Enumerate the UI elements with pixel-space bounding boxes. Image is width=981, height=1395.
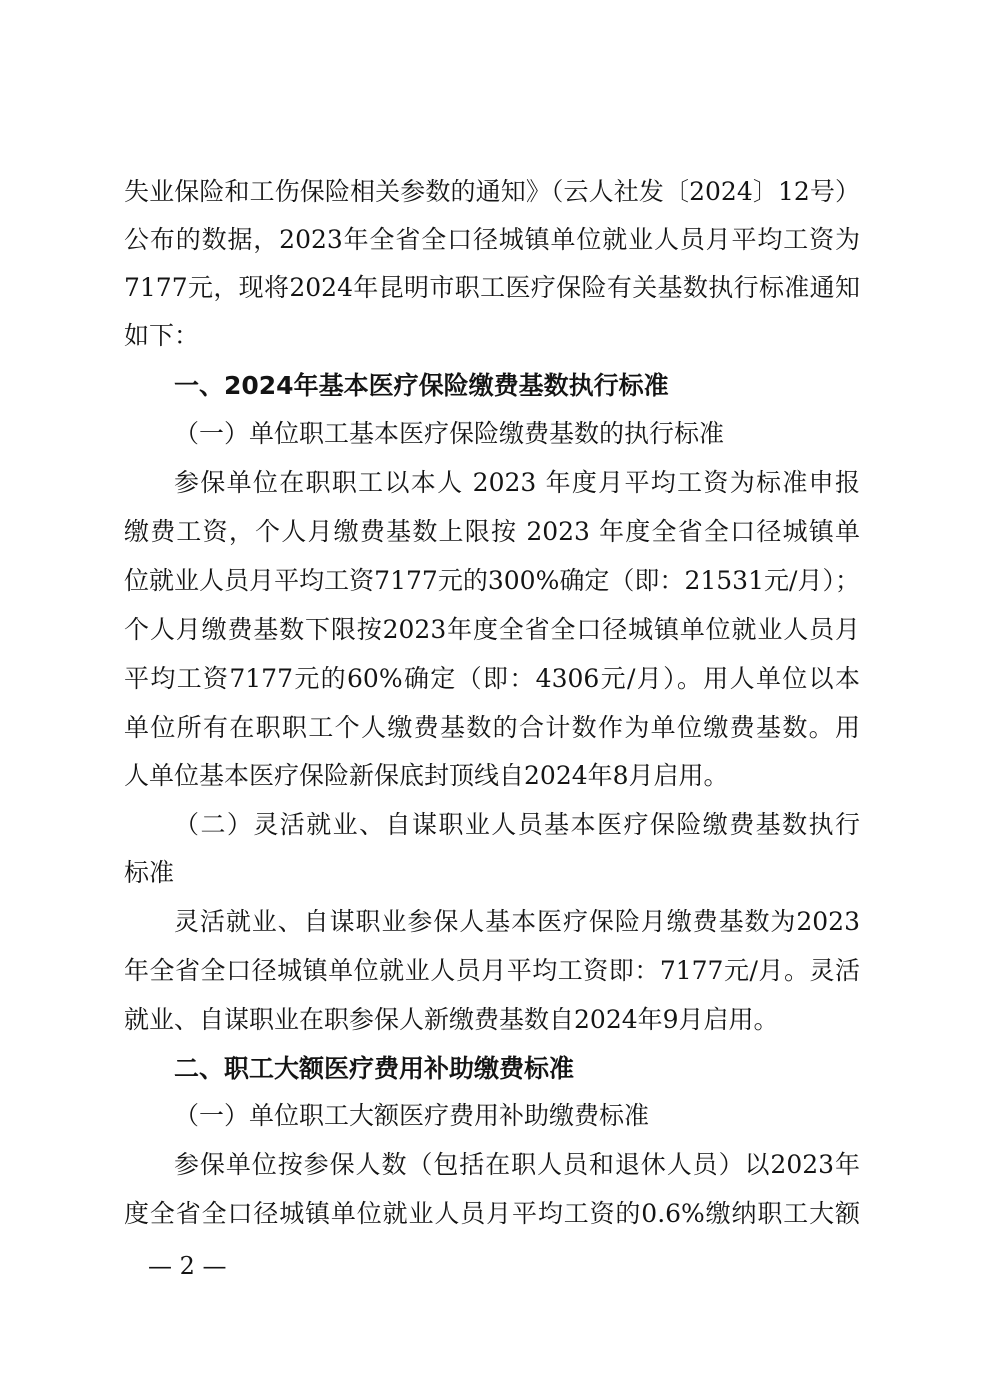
subsection-heading-1-2: （二）灵活就业、自谋职业人员基本医疗保险缴费基数执行 [174,810,860,839]
body-line: 年全省全口径城镇单位就业人员月平均工资即：7177元/月。灵活 [124,956,860,985]
section-heading-2: 二、职工大额医疗费用补助缴费标准 [174,1054,575,1083]
body-line: 度全省全口径城镇单位就业人员月平均工资的0.6%缴纳职工大额 [124,1199,860,1228]
body-line: 平均工资7177元的60%确定（即：4306元/月）。用人单位以本 [124,664,860,693]
subsection-heading-2-1: （一）单位职工大额医疗费用补助缴费标准 [174,1101,650,1130]
subsection-heading-1-2-cont: 标准 [124,858,175,887]
subsection-heading-1-1: （一）单位职工基本医疗保险缴费基数的执行标准 [174,419,725,448]
body-line: 位就业人员月平均工资7177元的300%确定（即：21531元/月）； [124,566,860,595]
section-heading-1: 一、2024年基本医疗保险缴费基数执行标准 [174,371,669,400]
body-line: 灵活就业、自谋职业参保人基本医疗保险月缴费基数为2023 [174,907,860,936]
body-line: 失业保险和工伤保险相关参数的通知》（云人社发〔2024〕12号） [124,177,860,206]
body-line: 人单位基本医疗保险新保底封顶线自2024年8月启用。 [124,761,729,790]
body-line: 如下： [124,321,200,350]
body-line: 就业、自谋职业在职参保人新缴费基数自2024年9月启用。 [124,1005,779,1034]
body-line: 单位所有在职职工个人缴费基数的合计数作为单位缴费基数。用 [124,713,860,742]
body-line: 7177元，现将2024年昆明市职工医疗保险有关基数执行标准通知 [124,273,860,302]
page-number: — 2 — [148,1252,227,1280]
body-line: 参保单位按参保人数（包括在职人员和退休人员）以2023年 [174,1150,860,1179]
body-line: 公布的数据，2023年全省全口径城镇单位就业人员月平均工资为 [124,225,860,254]
body-line: 个人月缴费基数下限按2023年度全省全口径城镇单位就业人员月 [124,615,860,644]
body-line: 参保单位在职职工以本人 2023 年度月平均工资为标准申报 [174,468,860,497]
body-line: 缴费工资，个人月缴费基数上限按 2023 年度全省全口径城镇单 [124,517,860,546]
